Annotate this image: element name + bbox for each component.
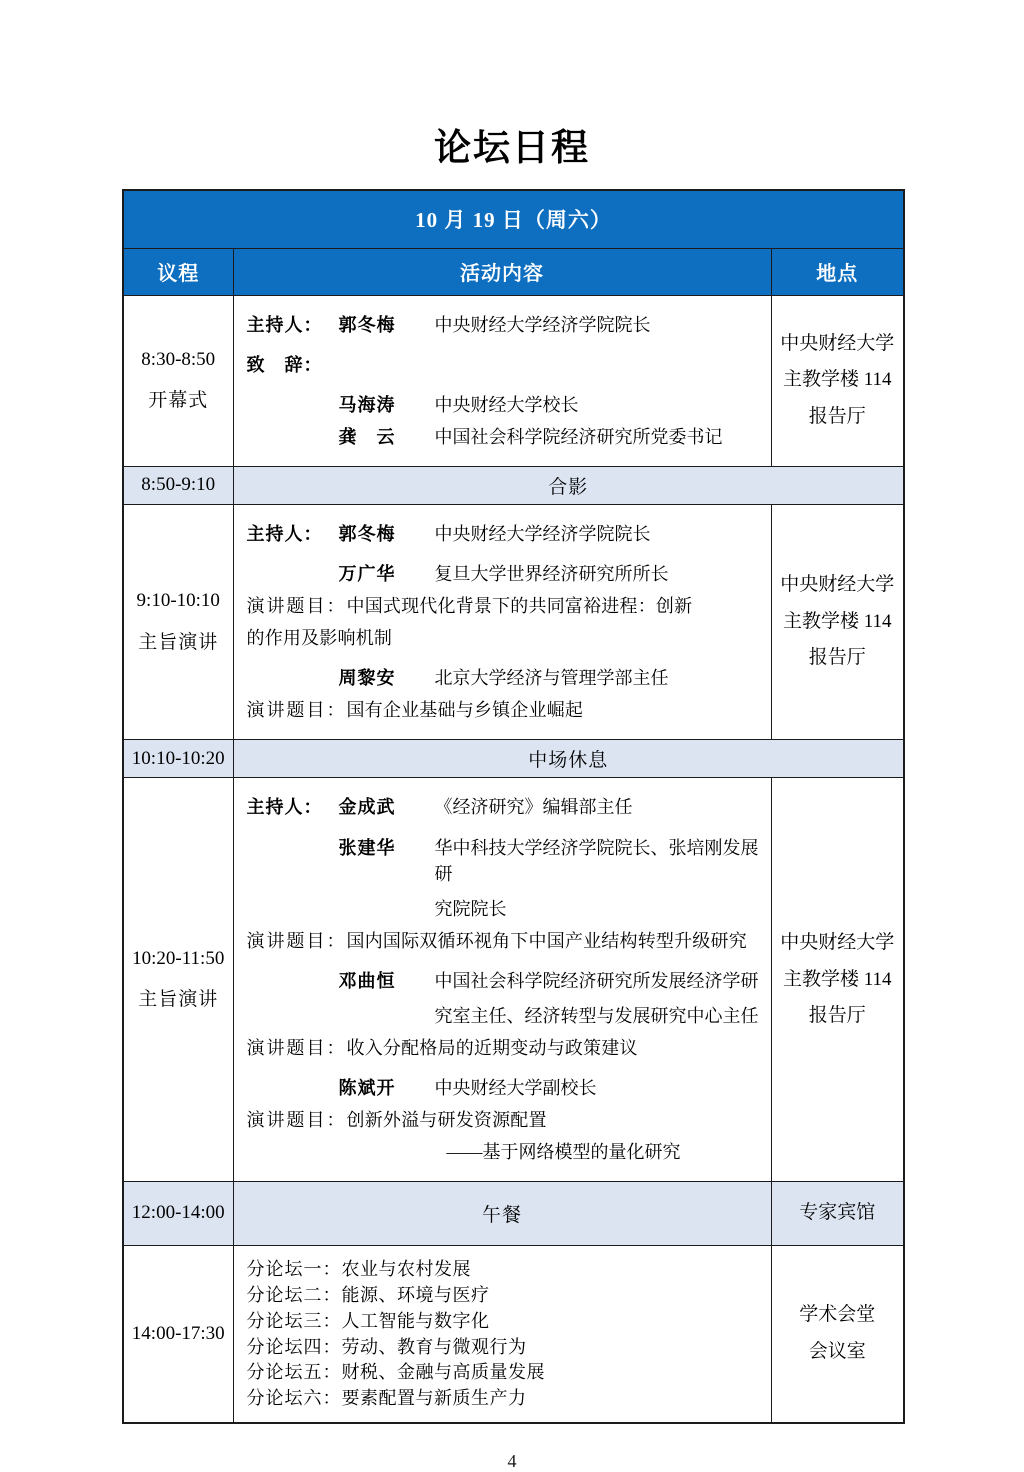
location-line: 报告厅 [808, 1005, 866, 1027]
agenda-row [123, 466, 904, 504]
topic-text: 中国式现代化背景下的共同富裕进程：创新 [346, 596, 693, 617]
topic-label: 演讲题目： [246, 700, 347, 721]
speaker-line [247, 392, 761, 418]
session-name: 主旨演讲 [138, 989, 219, 1011]
agenda-row [123, 740, 904, 778]
speaker-role-line: 复旦大学世界经济研究所所长 [434, 563, 669, 584]
agenda-row [123, 295, 904, 466]
topic-label: 演讲题目： [246, 1038, 347, 1059]
line-label: 主持人： [246, 523, 323, 544]
speaker-role [435, 665, 761, 691]
speaker-role-line: 中央财经大学经济学院院长 [434, 314, 651, 335]
page-number: 4 [507, 1451, 517, 1472]
speaker-role [435, 1075, 761, 1101]
time-cell [123, 295, 233, 466]
forum-title: 人工智能与数字化 [341, 1310, 490, 1331]
topic-line [247, 593, 761, 619]
date-header: 10 月 19 日（周六） [123, 190, 904, 248]
forum-label: 分论坛四： [246, 1336, 342, 1357]
topic-continuation: 的作用及影响机制 [246, 628, 393, 649]
location-line: 学术会堂 [799, 1304, 876, 1326]
schedule-table [122, 189, 905, 1424]
location-line: 主教学楼 114 [782, 610, 892, 632]
time-cell [123, 466, 233, 504]
speaker-line [247, 835, 761, 922]
location-line: 会议室 [808, 1341, 866, 1363]
location-cell [771, 1246, 904, 1423]
speaker-name: 张建华 [338, 837, 396, 858]
time-cell [123, 1246, 233, 1423]
forum-title: 财税、金融与高质量发展 [341, 1362, 545, 1383]
line-label: 致 辞： [246, 354, 323, 375]
topic-text: 创新外溢与研发资源配置 [346, 1110, 547, 1131]
location-line: 中央财经大学 [780, 332, 895, 354]
agenda-row [123, 504, 904, 740]
location-line: 专家宾馆 [799, 1202, 876, 1224]
topic-label: 演讲题目： [246, 930, 347, 951]
forum-line [247, 1283, 761, 1308]
time-range: 8:50-9:10 [141, 474, 216, 496]
forum-title: 农业与农村发展 [341, 1259, 471, 1280]
host-line [247, 521, 761, 547]
speaker-role [435, 424, 761, 450]
speaker-role-line: 北京大学经济与管理学部主任 [434, 668, 669, 689]
content-cell [233, 295, 771, 466]
content-cell [233, 778, 771, 1182]
location-cell [771, 778, 904, 1182]
speaker-name: 郭冬梅 [338, 523, 396, 544]
page-title: 论坛日程 [434, 127, 590, 168]
speaker-role [435, 835, 761, 922]
speaker-name: 邓曲恒 [338, 970, 396, 991]
forum-title: 要素配置与新质生产力 [341, 1388, 527, 1409]
location-line: 主教学楼 114 [782, 369, 892, 391]
speaker-role-line: 中国社会科学院经济研究所发展经济学研 [434, 970, 759, 991]
speaker-role-line: 华中科技大学经济学院院长、张培刚发展研 [434, 837, 759, 884]
speaker-line [247, 665, 761, 691]
time-cell [123, 504, 233, 740]
speaker-name: 周黎安 [338, 668, 396, 689]
break-label-cell [233, 1182, 771, 1246]
speaker-role [435, 521, 761, 547]
speaker-name: 马海涛 [338, 394, 396, 415]
label-line [247, 352, 761, 378]
speaker-role-line: 中央财经大学副校长 [434, 1078, 597, 1099]
table-header [123, 190, 904, 295]
date-header-row [123, 190, 904, 248]
forum-line [247, 1335, 761, 1360]
agenda-row [123, 1182, 904, 1246]
topic-text: 收入分配格局的近期变动与政策建议 [346, 1038, 638, 1059]
time-range: 14:00-17:30 [131, 1322, 225, 1344]
speaker-role [435, 312, 761, 338]
forum-line [247, 1257, 761, 1282]
speaker-line [247, 561, 761, 587]
speaker-line [247, 424, 761, 450]
speaker-role-line: 中央财经大学校长 [434, 394, 579, 415]
topic-line [247, 697, 761, 723]
topic-line [247, 1107, 761, 1133]
column-header-row [123, 248, 904, 295]
location-cell [771, 1182, 904, 1246]
topic-line [247, 928, 761, 954]
speaker-line [247, 968, 761, 1029]
speaker-role-line: 究院院长 [434, 898, 507, 919]
host-line [247, 312, 761, 338]
break-label: 中场休息 [528, 750, 609, 772]
speaker-role-line: 究室主任、经济转型与发展研究中心主任 [434, 1006, 759, 1026]
column-header-location: 地点 [771, 248, 904, 295]
forum-line [247, 1309, 761, 1334]
break-label-cell [233, 740, 904, 778]
forum-line [247, 1360, 761, 1385]
schedule-body [123, 295, 904, 1423]
column-header-content: 活动内容 [233, 248, 771, 295]
time-cell [123, 778, 233, 1182]
time-cell [123, 1182, 233, 1246]
location-line: 报告厅 [808, 647, 866, 669]
speaker-role [435, 561, 761, 587]
location-line: 中央财经大学 [780, 574, 895, 596]
topic-label: 演讲题目： [246, 596, 347, 617]
speaker-name: 金成武 [338, 797, 396, 818]
line-label: 主持人： [246, 797, 323, 818]
topic-label: 演讲题目： [246, 1110, 347, 1131]
forum-label: 分论坛五： [246, 1362, 342, 1383]
topic-line [247, 1035, 761, 1061]
break-label: 合影 [548, 476, 589, 498]
break-label: 午餐 [481, 1205, 522, 1227]
speaker-name: 龚 云 [338, 426, 396, 447]
location-cell [771, 504, 904, 740]
forum-label: 分论坛三： [246, 1310, 342, 1331]
speaker-role-line: 《经济研究》编辑部主任 [434, 797, 633, 818]
speaker-role-line: 中央财经大学经济学院院长 [434, 523, 651, 544]
location-cell [771, 295, 904, 466]
speaker-name: 郭冬梅 [338, 314, 396, 335]
speaker-role [435, 392, 761, 418]
location-line: 报告厅 [808, 405, 866, 427]
location-line: 主教学楼 114 [782, 968, 892, 990]
forum-label: 分论坛二： [246, 1284, 342, 1305]
session-name: 主旨演讲 [138, 631, 219, 653]
forum-label: 分论坛一： [246, 1259, 342, 1280]
column-header-agenda: 议程 [123, 248, 233, 295]
topic-text: 国内国际双循环视角下中国产业结构转型升级研究 [346, 930, 747, 951]
location-line: 中央财经大学 [780, 932, 895, 954]
host-line [247, 794, 761, 820]
time-cell [123, 740, 233, 778]
forum-label: 分论坛六： [246, 1388, 342, 1409]
speaker-role [435, 968, 761, 1029]
speaker-name: 万广华 [338, 563, 396, 584]
forum-line [247, 1386, 761, 1411]
time-range: 10:10-10:20 [131, 747, 225, 769]
time-range: 12:00-14:00 [131, 1202, 225, 1224]
line-label: 主持人： [246, 314, 323, 335]
content-cell [233, 1246, 771, 1423]
speaker-role-line: 中国社会科学院经济研究所党委书记 [434, 426, 723, 447]
time-range: 10:20-11:50 [132, 947, 225, 969]
agenda-row [123, 778, 904, 1182]
forum-title: 能源、环境与医疗 [341, 1284, 490, 1305]
time-range: 8:30-8:50 [141, 348, 216, 370]
content-cell [233, 504, 771, 740]
speaker-role [435, 794, 761, 820]
session-name: 开幕式 [148, 390, 209, 412]
forum-title: 劳动、教育与微观行为 [341, 1336, 527, 1357]
speaker-name: 陈斌开 [338, 1078, 396, 1099]
topic-subtitle: ——基于网络模型的量化研究 [446, 1142, 681, 1163]
time-range: 9:10-10:10 [136, 590, 220, 612]
speaker-line [247, 1075, 761, 1101]
break-label-cell [233, 466, 904, 504]
agenda-row [123, 1246, 904, 1423]
topic-text: 国有企业基础与乡镇企业崛起 [346, 700, 584, 721]
